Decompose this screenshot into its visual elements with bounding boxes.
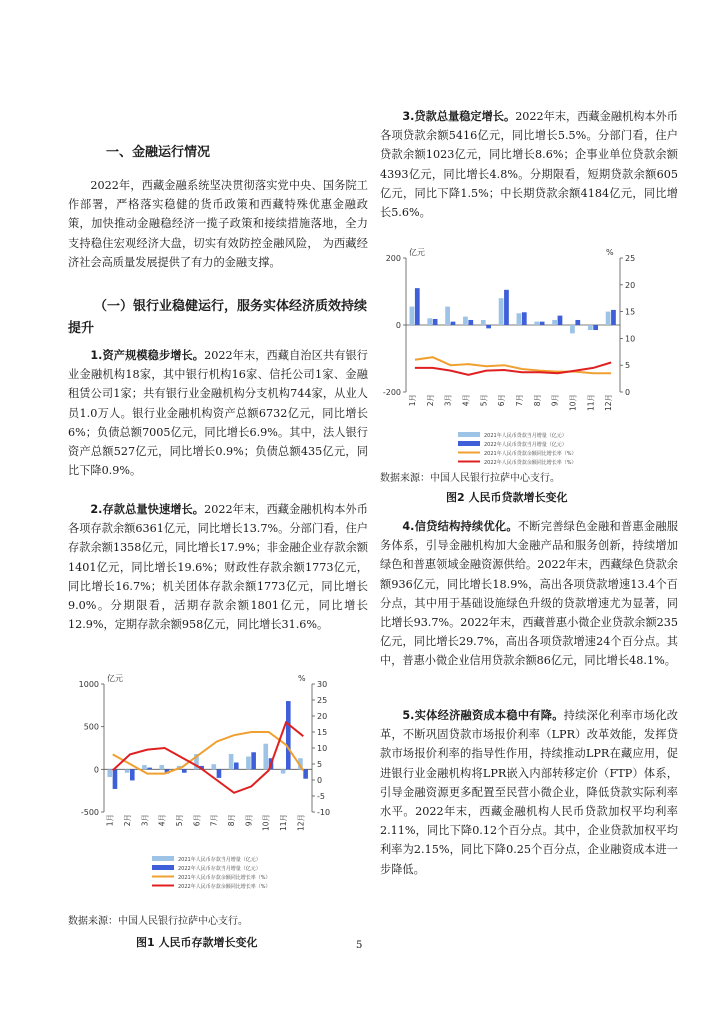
legend-swatch-1	[458, 432, 480, 437]
bar-1-9月	[246, 757, 251, 770]
legend-label-1: 2021年人民币存款当月增量（亿元）	[178, 857, 261, 863]
paragraph-asset-body: 2022年末，西藏自治区共有银行业金融机构18家，其中银行机构16家、信托公司1家、金融租赁公司1家；共有银行业金融机构分支机构744家，从业人员1.0万人。银行业金融机构资产总额6732亿元，同比增长6%；负债总额7005亿元，同比增长6.9%。其中，法人银行资产总额527亿元，同比增长0.9%；负债总额435亿元，同比下降0.9%。	[68, 349, 368, 478]
left-tick-label: 0	[395, 321, 401, 330]
bar-1-11月	[281, 769, 286, 773]
category-label-12月: 12月	[604, 394, 614, 412]
category-label-8月: 8月	[227, 814, 236, 827]
bar-1-9月	[552, 320, 557, 325]
bar-2-10月	[575, 320, 580, 325]
right-tick-label: 0	[317, 776, 323, 785]
category-label-12月: 12月	[296, 814, 306, 832]
right-tick-label: 15	[625, 307, 636, 317]
line-series-2	[113, 722, 304, 792]
paragraph-deposit	[68, 500, 368, 634]
legend-swatch-2	[152, 865, 174, 870]
bar-1-7月	[517, 313, 522, 325]
left-unit-label: 亿元	[107, 674, 123, 683]
bar-1-11月	[588, 325, 593, 330]
deposit-chart	[72, 672, 364, 904]
category-label-3月: 3月	[140, 814, 150, 827]
bar-2-11月	[286, 701, 291, 769]
left-tick-label: -500	[80, 808, 99, 817]
bar-2-8月	[540, 322, 545, 325]
bar-2-7月	[522, 312, 527, 325]
category-label-7月: 7月	[209, 814, 219, 827]
right-tick-label: -5	[317, 792, 325, 801]
bar-2-5月	[182, 769, 187, 772]
paragraph-structure	[380, 517, 678, 671]
legend-label-1: 2021年人民币贷款当月增量（亿元）	[484, 433, 567, 439]
legend-swatch-2	[458, 441, 480, 446]
left-tick-label: 500	[83, 722, 99, 732]
right-unit-label: %	[298, 674, 306, 683]
bar-2-1月	[415, 288, 420, 325]
bar-2-2月	[433, 319, 438, 325]
legend-label-4: 2022年人民币贷款余额同比增长率（%）	[484, 460, 577, 466]
category-label-1月: 1月	[105, 814, 115, 827]
category-label-3月: 3月	[443, 394, 453, 407]
category-label-6月: 6月	[497, 394, 507, 407]
category-label-4月: 4月	[157, 814, 167, 827]
bar-2-5月	[486, 325, 491, 328]
legend-label-2: 2022年人民币存款当月增量（亿元）	[178, 866, 261, 872]
bar-1-2月	[427, 318, 432, 325]
right-tick-label: -10	[317, 808, 331, 817]
paragraph-deposit-body: 2022年末，西藏金融机构本外币各项存款余额6361亿元，同比增长13.7%。分部门看，住户存款余额1358亿元，同比增长17.9%；非金融企业存款余额1401亿元，同比增长19.6%；财政性存款余额1773亿元，同比增长16.7%；机关团体存款余额1773亿元，同比增长9.0%。分期限看，活期存款余额1801亿元，同比增长12.9%，定期存款余额958亿元，同比增长31.6%。	[68, 503, 368, 632]
bar-1-3月	[142, 765, 147, 769]
category-label-6月: 6月	[192, 814, 202, 827]
bar-2-9月	[251, 752, 256, 769]
category-label-4月: 4月	[461, 394, 471, 407]
chart1-caption: 图1 人民币存款增长变化	[136, 936, 258, 949]
paragraph-cost	[380, 706, 678, 879]
bar-2-9月	[558, 316, 563, 325]
paragraph-cost-lead: 5.实体经济融资成本稳中有降。	[402, 709, 564, 722]
right-tick-label: 5	[317, 760, 323, 769]
category-label-1月: 1月	[407, 394, 417, 407]
category-label-10月: 10月	[568, 394, 578, 412]
section-title: 一、金融运行情况	[106, 145, 211, 160]
left-tick-label: 0	[93, 765, 99, 775]
bar-2-3月	[147, 768, 152, 770]
bar-1-12月	[606, 312, 611, 325]
left-tick-label: -200	[382, 388, 401, 397]
category-label-10月: 10月	[261, 814, 271, 832]
bar-2-2月	[130, 769, 135, 780]
left-tick-label: 200	[385, 254, 401, 263]
category-label-5月: 5月	[175, 814, 184, 827]
right-tick-label: 10	[317, 744, 328, 753]
bar-1-10月	[570, 325, 575, 333]
category-label-5月: 5月	[479, 394, 489, 407]
bar-1-3月	[445, 307, 450, 325]
right-unit-label: %	[606, 248, 614, 257]
right-tick-label: 15	[317, 728, 328, 737]
loan-chart	[380, 240, 672, 466]
category-label-9月: 9月	[244, 814, 254, 827]
bar-2-12月	[611, 310, 616, 325]
chart2-source: 数据来源：中国人民银行拉萨中心支行。	[380, 473, 560, 484]
bar-2-6月	[504, 290, 509, 325]
right-tick-label: 25	[625, 254, 636, 263]
right-tick-label: 5	[625, 361, 631, 371]
bar-1-4月	[463, 317, 468, 325]
category-label-2月: 2月	[425, 394, 435, 407]
chart1-source: 数据来源：中国人民银行拉萨中心支行。	[68, 916, 248, 927]
legend-label-4: 2022年人民币存款余额同比增长率（%）	[178, 884, 271, 890]
category-label-9月: 9月	[550, 394, 560, 407]
bar-1-7月	[211, 764, 216, 769]
legend-label-3: 2021年人民币存款余额同比增长率（%）	[178, 875, 271, 881]
category-label-11月: 11月	[586, 394, 596, 412]
paragraph-structure-body: 不断完善绿色金融和普惠金融服务体系，引导金融机构加大金融产品和服务创新，持续增加绿色和普惠领域金融资源供给。2022年末，西藏绿色贷款余额936亿元，同比增长18.9%，高出各项贷款增速13.4个百分点，其中用于基础设施绿色升级的贷款增速尤为显著，同比增长93.7%。2022年末，西藏普惠小微企业贷款余额235亿元，同比增长29.7%，高出各项贷款增速24个百分点。其中，普惠小微企业信用贷款余额86亿元，同比增长48.1%。	[380, 520, 678, 668]
bar-2-1月	[113, 769, 118, 789]
right-tick-label: 25	[317, 696, 328, 705]
right-tick-label: 30	[317, 680, 328, 689]
paragraph-structure-lead: 4.信贷结构持续优化。	[402, 520, 518, 533]
paragraph-asset	[68, 346, 368, 480]
bar-1-6月	[499, 298, 504, 325]
right-tick-label: 0	[625, 388, 631, 397]
bar-2-3月	[451, 322, 456, 325]
bar-1-1月	[410, 307, 415, 325]
bar-1-8月	[229, 754, 234, 769]
paragraph-deposit-lead: 2.存款总量快速增长。	[90, 503, 205, 516]
bar-1-5月	[481, 320, 486, 325]
right-tick-label: 20	[317, 712, 328, 721]
page-number: 5	[356, 940, 363, 951]
bar-1-10月	[263, 744, 268, 770]
bar-2-8月	[234, 763, 239, 770]
paragraph-loan-body: 2022年末，西藏金融机构本外币各项贷款余额5416亿元，同比增长5.5%。分部门看，住户贷款余额1023亿元，同比增长8.6%；企事业单位贷款余额4393亿元，同比增长4.8%。分期限看，短期贷款余额605亿元，同比下降1.5%；中长期贷款余额4184亿元，同比增长5.6%。	[380, 110, 678, 220]
category-label-8月: 8月	[532, 394, 542, 407]
legend-label-2: 2022年人民币贷款当月增量（亿元）	[484, 442, 567, 448]
bar-1-1月	[107, 769, 112, 777]
paragraph-asset-lead: 1.资产规模稳步增长。	[90, 349, 205, 362]
paragraph-cost-body: 持续深化利率市场化改革，不断巩固贷款市场报价利率（LPR）改革效能，发挥贷款市场报价利率的指导性作用，持续推动LPR在藏应用，促进银行业金融机构将LPR嵌入内部转移定价（FTP）体系，引导金融资源更多配置至民营小微企业，降低贷款实际利率水平。2022年末，西藏金融机构人民币贷款加权平均利率2.11%，同比下降0.12个百分点。其中，企业贷款加权平均利率为2.15%，同比下降0.25个百分点，企业融资成本进一步降低。	[380, 709, 678, 876]
left-tick-label: 1000	[78, 680, 99, 689]
bar-1-4月	[159, 765, 164, 769]
bar-2-4月	[468, 320, 473, 325]
paragraph-loan	[380, 107, 678, 222]
right-tick-label: 20	[625, 280, 636, 290]
right-tick-label: 10	[625, 334, 636, 344]
intro-paragraph: 2022年，西藏金融系统坚决贯彻落实党中央、国务院工作部署，严格落实稳健的货币政策和西藏特殊优惠金融政策，加快推动金融稳经济一揽子政策和接续措施落地，全力支持稳住宏观经济大盘，切实有效防控金融风险， 为西藏经济社会高质量发展提供了有力的金融支撑。	[68, 179, 368, 269]
chart2-caption: 图2 人民币贷款增长变化	[446, 491, 568, 504]
bar-1-2月	[125, 769, 130, 772]
category-label-7月: 7月	[514, 394, 524, 407]
bar-2-11月	[593, 325, 598, 330]
legend-label-3: 2021年人民币贷款余额同比增长率（%）	[484, 451, 577, 457]
legend-swatch-1	[152, 856, 174, 861]
bar-2-7月	[217, 769, 222, 778]
bar-2-12月	[303, 769, 308, 778]
subsection-title: （一）银行业稳健运行，服务实体经济质效持续提升	[68, 299, 368, 336]
paragraph-loan-lead: 3.贷款总量稳定增长。	[402, 110, 516, 123]
left-unit-label: 亿元	[409, 248, 425, 257]
category-label-11月: 11月	[279, 814, 288, 832]
bar-1-8月	[534, 322, 539, 325]
category-label-2月: 2月	[123, 814, 132, 827]
